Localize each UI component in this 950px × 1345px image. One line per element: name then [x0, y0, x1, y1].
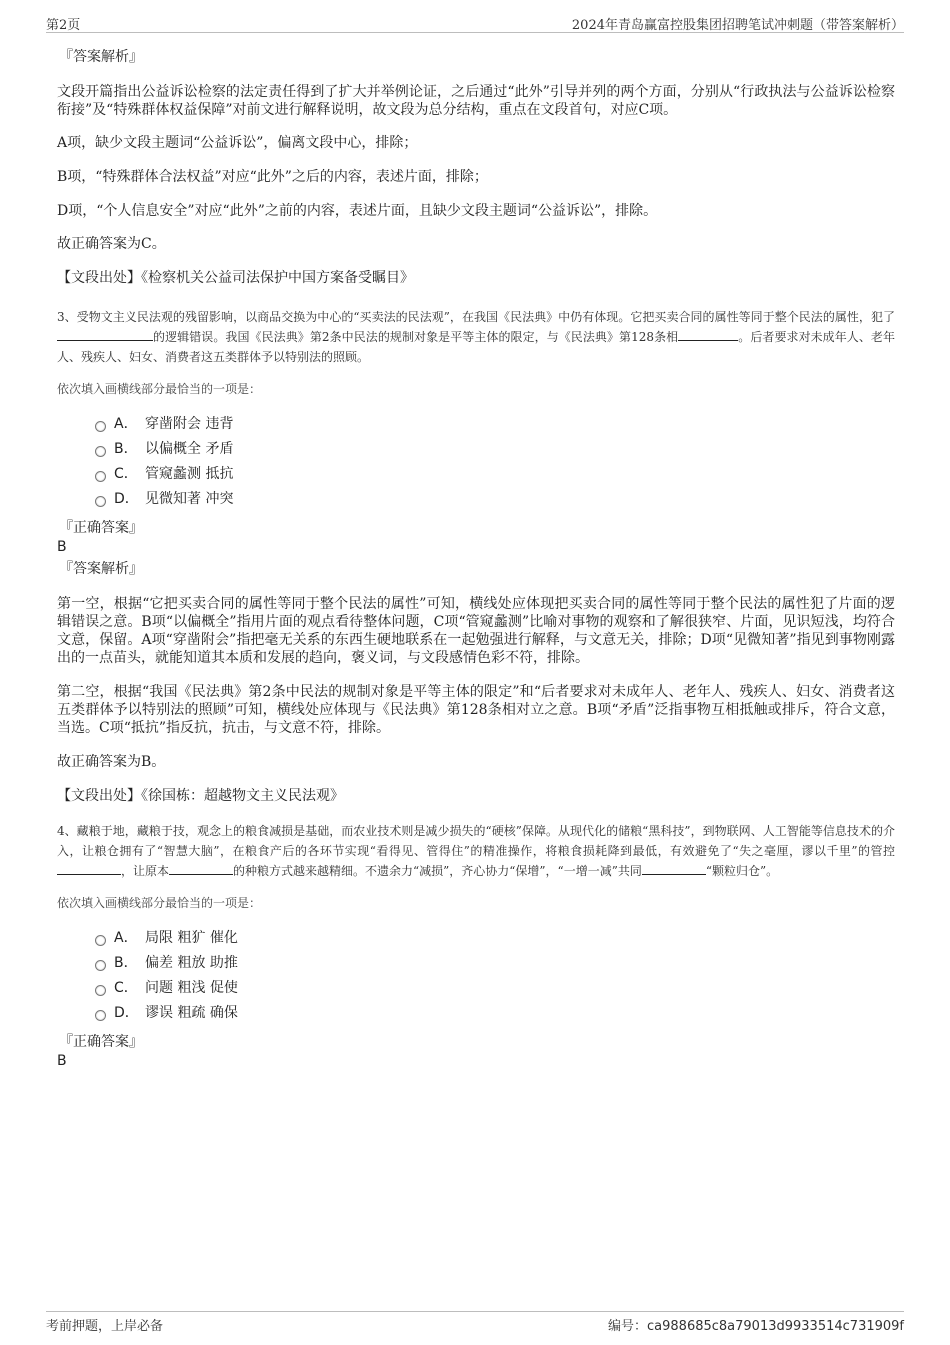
option-d[interactable]: D． 见微知著 冲突 [57, 487, 895, 512]
radio-icon[interactable] [95, 471, 106, 482]
analysis-paragraph: 第二空，根据“我国《民法典》第2条中民法的规制对象是平等主体的限定”和“后者要求对未成年人、老年人、残疾人、妇女、消费者这五类群体予以特别法的照顾”可知，横线处应体现与《民法典》第128条相对立之意。B项“矛盾”泛指事物互相抵触或排斥，符合文意，当选。C项“抵抗”指反抗，抗击，与文意不符，排除。 [57, 684, 895, 736]
option-list [57, 412, 895, 512]
page-header [46, 12, 904, 33]
radio-icon[interactable] [95, 960, 106, 971]
fill-blank [169, 861, 233, 875]
page-footer [46, 1311, 904, 1334]
radio-icon[interactable] [95, 985, 106, 996]
answer-label: 『正确答案』 [59, 520, 143, 536]
question-prompt: 依次填入画横线部分最恰当的一项是： [57, 382, 262, 396]
document-title: 2024年青岛赢富控股集团招聘笔试冲刺题（带答案解析） [571, 18, 904, 33]
radio-icon[interactable] [95, 935, 106, 946]
analysis-paragraph: A项，缺少文段主题词“公益诉讼”，偏离文段中心，排除； [57, 135, 418, 151]
fill-blank [57, 861, 121, 875]
analysis-conclusion: 故正确答案为C。 [57, 236, 166, 252]
question-3 [57, 307, 895, 805]
radio-icon[interactable] [95, 446, 106, 457]
analysis-paragraph: 第一空，根据“它把买卖合同的属性等同于整个民法的属性”可知，横线处应体现把买卖合同的属性等同于整个民法的属性犯了片面的逻辑错误之意。B项“以偏概全”指用片面的观点看待整体问题，C项“管窥蠡测”比喻对事物的观察和了解很狭窄、片面，见识短浅，均符合文意，保留。A项“穿凿附会”指把毫无关系的东西生硬地联系在一起勉强进行解释，与文意无关，排除；D项“见微知著”指见到事物刚露出的一点苗头，就能知道其本质和发展的趋向，褒义词，与文段感情色彩不符，排除。 [57, 596, 895, 666]
option-list [57, 926, 895, 1026]
document-body [57, 45, 895, 1070]
question-stem: 4、藏粮于地，藏粮于技，观念上的粮食减损是基础，而农业技术则是减少损失的“硬核”保障。从现代化的储粮“黑科技”，到物联网、人工智能等信息技术的介入，让粮仓拥有了“智慧大脑”，在粮食产后的各环节实现“看得见、管得住”的精准操作，将粮食损耗降到最低，有效避免了“失之毫厘，谬以千里”的管控，让原本 的种粮方式越来越精细。不遗余力“减损”，齐心协力“保增”，“一增一减”共同 “颗粒归仓”。 [57, 824, 895, 878]
analysis-paragraph: 文段开篇指出公益诉讼检察的法定责任得到了扩大并举例论证，之后通过“此外”引导并列的两个方面，分别从“行政执法与公益诉讼检察衔接”及“特殊群体权益保障”对前文进行解释说明，故文段为总分结构，重点在文段首句，对应C项。 [57, 84, 895, 118]
analysis-paragraph: D项，“个人信息安全”对应“此外”之前的内容，表述片面，且缺少文段主题词“公益诉讼”，排除。 [57, 203, 658, 219]
analysis-paragraph: B项，“特殊群体合法权益”对应“此外”之后的内容，表述片面，排除； [57, 169, 488, 185]
question-4 [57, 821, 895, 1070]
fill-blank [57, 327, 153, 341]
analysis-label: 『答案解析』 [59, 49, 143, 65]
correct-answer: B [57, 539, 67, 555]
option-c[interactable]: C． 管窥蠡测 抵抗 [57, 462, 895, 487]
option-b[interactable]: B． 偏差 粗放 助推 [57, 951, 895, 976]
source-citation: 【文段出处】《徐国栋：超越物文主义民法观》 [57, 788, 344, 804]
radio-icon[interactable] [95, 1010, 106, 1021]
page-number: 第2页 [46, 18, 81, 33]
option-a[interactable]: A． 穿凿附会 违背 [57, 412, 895, 437]
fill-blank [678, 327, 738, 341]
option-a[interactable]: A． 局限 粗犷 催化 [57, 926, 895, 951]
question-stem: 3、受物文主义民法观的残留影响，以商品交换为中心的“买卖法的民法观”，在我国《民法典》中仍有体现。它把买卖合同的属性等同于整个民法的属性，犯了的逻辑错误。我国《民法典》第2条中民法的规制对象是平等主体的限定，与《民法典》第128条相 。后者要求对未成年人、老年人、残疾人、妇女、消费者这五类群体予以特别法的照顾。 [57, 310, 895, 364]
document-code: 编号：ca988685c8a79013d9933514c731909f [608, 1319, 904, 1334]
radio-icon[interactable] [95, 496, 106, 507]
question-prompt: 依次填入画横线部分最恰当的一项是： [57, 896, 262, 910]
correct-answer: B [57, 1053, 67, 1069]
option-d[interactable]: D． 谬误 粗疏 确保 [57, 1001, 895, 1026]
question-2-analysis [57, 47, 895, 287]
answer-label: 『正确答案』 [59, 1034, 143, 1050]
source-citation: 【文段出处】《检察机关公益司法保护中国方案备受瞩目》 [57, 270, 414, 286]
option-c[interactable]: C． 问题 粗浅 促使 [57, 976, 895, 1001]
analysis-conclusion: 故正确答案为B。 [57, 754, 166, 770]
analysis-label: 『答案解析』 [59, 561, 143, 577]
footer-slogan: 考前押题，上岸必备 [46, 1319, 164, 1334]
option-b[interactable]: B． 以偏概全 矛盾 [57, 437, 895, 462]
radio-icon[interactable] [95, 421, 106, 432]
fill-blank [642, 861, 706, 875]
